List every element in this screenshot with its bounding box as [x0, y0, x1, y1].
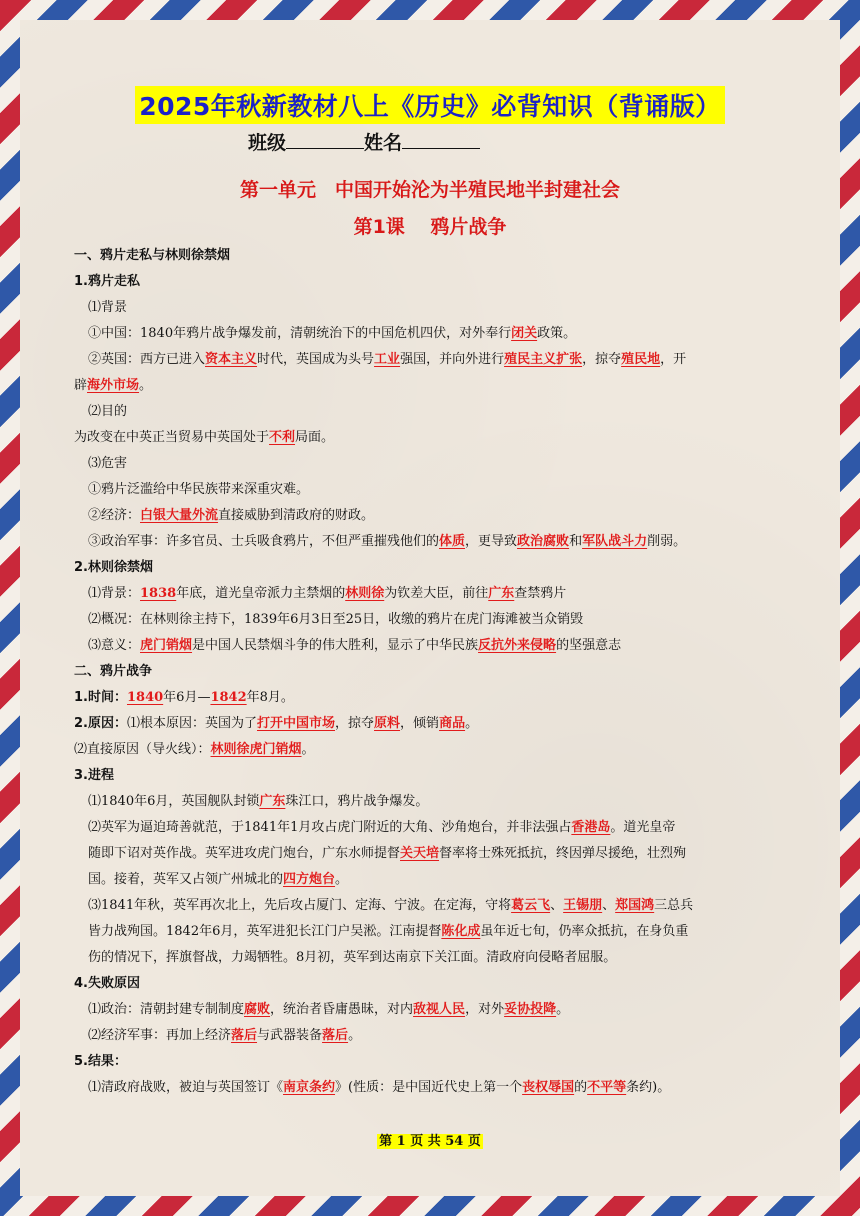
key-term: 腐败 — [244, 1002, 271, 1017]
key-term: 军队战斗力 — [582, 534, 648, 549]
document-body — [74, 243, 794, 1101]
subsection-heading: 3.进程 — [74, 768, 114, 783]
text-line: ⑴政治：清朝封建专制制度腐败，统治者昏庸愚昧，对内敌视人民，对外妥协投降。 — [88, 1002, 570, 1017]
section-heading: 一、鸦片走私与林则徐禁烟 — [74, 248, 231, 263]
key-term: 殖民地 — [621, 352, 661, 367]
key-term: 1842 — [210, 690, 247, 705]
text-line: ⑴1840年6月，英国舰队封锁广东珠江口，鸦片战争爆发。 — [88, 794, 429, 809]
class-label: 班级 — [248, 132, 287, 154]
key-term: 香港岛 — [571, 820, 611, 835]
class-blank — [286, 131, 364, 149]
key-term: 资本主义 — [205, 352, 258, 367]
text-line: ⑴清政府战败，被迫与英国签订《南京条约》(性质：是中国近代史上第一个丧权辱国的不平等条约)。 — [88, 1080, 671, 1095]
subsection-heading: 5.结果： — [74, 1054, 127, 1069]
key-term: 郑国鸿 — [615, 898, 655, 913]
text-line: ③政治军事：许多官员、士兵吸食鸦片，不但严重摧残他们的体质，更导致政治腐败和军队战斗力削弱。 — [88, 534, 687, 549]
key-term: 落后 — [231, 1028, 258, 1043]
key-term: 不平等 — [587, 1080, 627, 1095]
item-label: ⑶危害 — [88, 456, 128, 471]
text-line: 1.时间：1840年6月—1842年8月。 — [74, 690, 294, 705]
key-term: 白银大量外流 — [140, 508, 219, 523]
key-term: 不利 — [269, 430, 296, 445]
key-term: 王锡朋 — [563, 898, 603, 913]
text-line: 国。接着，英军又占领广州城北的四方炮台。 — [88, 872, 349, 887]
key-term: 丧权辱国 — [522, 1080, 575, 1095]
text-line: ②英国：西方已进入资本主义时代，英国成为头号工业强国，并向外进行殖民主义扩张，掠夺殖民地，开 — [88, 352, 687, 367]
text-line: ②经济：白银大量外流直接威胁到清政府的财政。 — [88, 508, 375, 523]
unit-title: 第一单元 中国开始沦为半殖民地半封建社会 — [239, 179, 620, 201]
text-line: ①中国：1840年鸦片战争爆发前，清朝统治下的中国危机四伏，对外奉行闭关政策。 — [88, 326, 577, 341]
key-term: 工业 — [374, 352, 401, 367]
lesson-title: 第1课 鸦片战争 — [353, 216, 507, 238]
key-term: 敌视人民 — [413, 1002, 466, 1017]
key-term: 原料 — [374, 716, 401, 731]
key-term: 虎门销烟 — [140, 638, 193, 653]
key-term: 商品 — [439, 716, 466, 731]
key-term: 体质 — [439, 534, 466, 549]
key-term: 海外市场 — [87, 378, 140, 393]
text-line: ⑵概况：在林则徐主持下，1839年6月3日至25日，收缴的鸦片在虎门海滩被当众销毁 — [88, 612, 584, 627]
text-line: ⑵直接原因（导火线）：林则徐虎门销烟。 — [74, 742, 315, 757]
key-term: 落后 — [322, 1028, 349, 1043]
text-line: ⑶意义：虎门销烟是中国人民禁烟斗争的伟大胜利，显示了中华民族反抗外来侵略的坚强意志 — [88, 638, 622, 653]
key-term: 殖民主义扩张 — [504, 352, 583, 367]
key-term: 闭关 — [511, 326, 538, 341]
name-label: 姓名 — [364, 132, 403, 154]
class-name-line — [248, 128, 480, 155]
key-term: 南京条约 — [283, 1080, 336, 1095]
key-term: 葛云飞 — [511, 898, 551, 913]
subsection-heading: 4.失败原因 — [74, 976, 140, 991]
key-term: 妥协投降 — [504, 1002, 557, 1017]
key-term: 1840 — [126, 690, 164, 705]
section-heading: 二、鸦片战争 — [74, 664, 153, 679]
page-number: 第 1 页 共 54 页 — [379, 1134, 481, 1149]
key-term: 政治腐败 — [517, 534, 570, 549]
key-term: 关天培 — [400, 846, 440, 861]
text-line: 为改变在中英正当贸易中英国处于不利局面。 — [74, 430, 335, 445]
text-line: 辟海外市场。 — [74, 378, 153, 393]
key-term: 陈化成 — [441, 924, 481, 939]
text-line: ①鸦片泛滥给中华民族带来深重灾难。 — [88, 482, 310, 497]
key-term: 林则徐虎门销烟 — [210, 742, 302, 757]
text-line: 伤的情况下，挥旗督战，力竭牺牲。8月初，英军到达南京下关江面。清政府向侵略者屈服。 — [88, 950, 617, 965]
key-term: 反抗外来侵略 — [478, 638, 557, 653]
text-line: 2.原因：⑴根本原因：英国为了打开中国市场，掠夺原料，倾销商品。 — [74, 716, 479, 731]
name-blank — [402, 131, 480, 149]
text-line: 随即下诏对英作战。英军进攻虎门炮台，广东水师提督关天培督率将士殊死抵抗，终因弹尽援绝，壮烈殉 — [88, 846, 687, 861]
item-label: ⑴背景 — [88, 300, 128, 315]
item-label: ⑵目的 — [88, 404, 128, 419]
key-term: 四方炮台 — [283, 872, 336, 887]
key-term: 1838 — [140, 586, 177, 601]
document-title: 2025年秋新教材八上《历史》必背知识（背诵版） — [135, 86, 725, 124]
text-line: ⑵英军为逼迫琦善就范，于1841年1月攻占虎门附近的大角、沙角炮台，并非法强占香港岛。道光皇帝 — [88, 820, 676, 835]
text-line: ⑶1841年秋，英军再次北上，先后攻占厦门、定海、宁波。在定海，守将葛云飞、王锡朋、郑国鸿三总兵 — [88, 898, 694, 913]
key-term: 广东 — [488, 586, 515, 601]
subsection-heading: 1.鸦片走私 — [74, 274, 140, 289]
key-term: 广东 — [259, 794, 286, 809]
text-line: ⑴背景：1838年底，道光皇帝派力主禁烟的林则徐为钦差大臣，前往广东查禁鸦片 — [88, 586, 567, 601]
key-term: 林则徐 — [345, 586, 385, 601]
key-term: 打开中国市场 — [257, 716, 336, 731]
page-footer — [0, 1130, 860, 1149]
subsection-heading: 2.林则徐禁烟 — [74, 560, 153, 575]
text-line: ⑵经济军事：再加上经济落后与武器装备落后。 — [88, 1028, 362, 1043]
text-line: 皆力战殉国。1842年6月，英军进犯长江门户吴淞。江南提督陈化成虽年近七旬，仍率众抵抗，在身负重 — [88, 924, 689, 939]
